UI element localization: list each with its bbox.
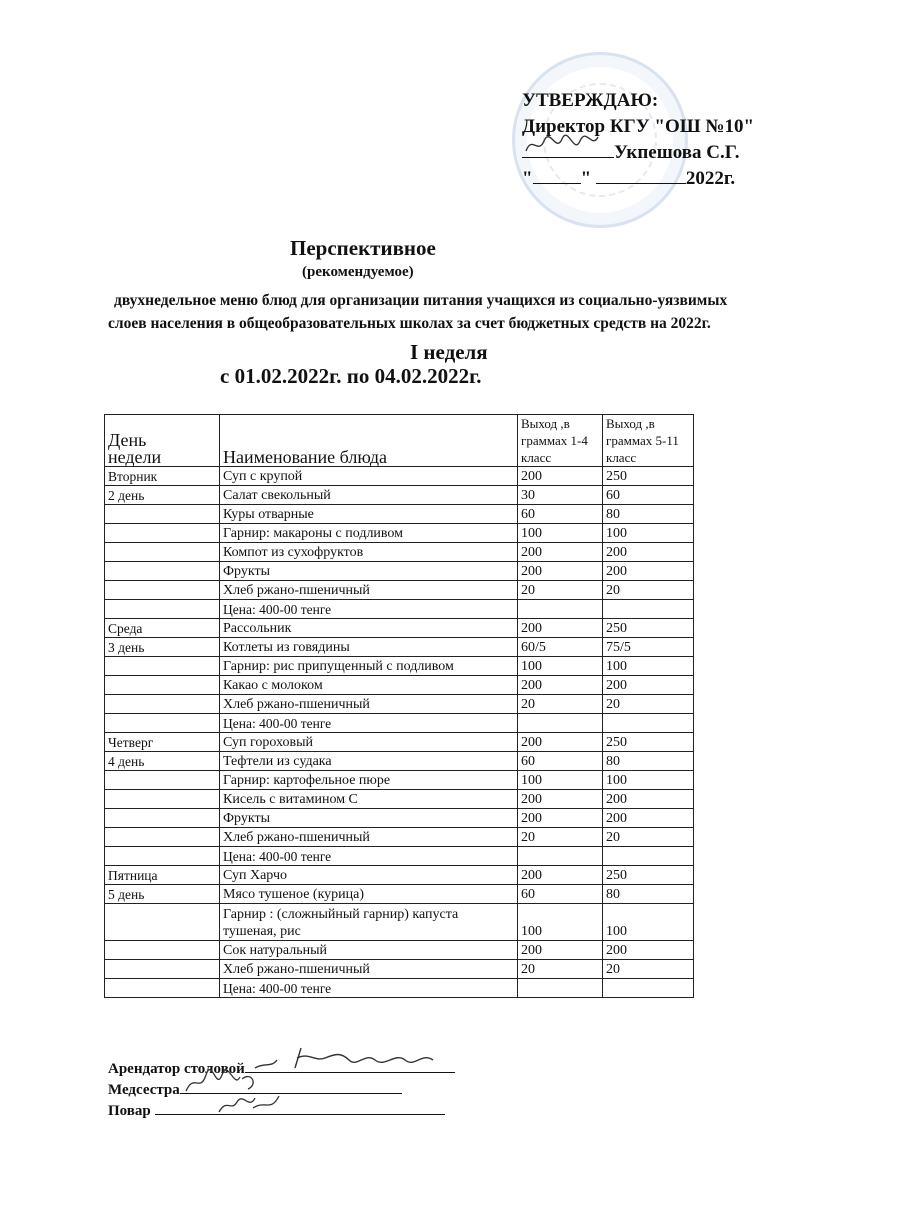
table-row — [105, 562, 694, 581]
table-row — [105, 638, 694, 657]
table-row — [105, 752, 694, 771]
dish-cell: Фрукты — [220, 562, 518, 581]
dish-cell: Куры отварные — [220, 505, 518, 524]
approval-date-line: " " 2022г. — [522, 168, 736, 189]
yield-5-11-cell: 20 — [603, 695, 694, 714]
yield-5-11-cell: 200 — [603, 790, 694, 809]
day-cell — [105, 847, 220, 866]
day-cell: 5 день — [105, 885, 220, 904]
table-row — [105, 676, 694, 695]
signoff-cook: Повар — [108, 1100, 455, 1121]
yield-1-4-cell — [518, 600, 603, 619]
yield-1-4-cell: 20 — [518, 581, 603, 600]
yield-1-4-cell: 200 — [518, 467, 603, 486]
yield-1-4-cell: 200 — [518, 562, 603, 581]
yield-5-11-cell: 200 — [603, 562, 694, 581]
day-cell — [105, 600, 220, 619]
price-cell: Цена: 400-00 тенге — [220, 600, 518, 619]
day-cell — [105, 960, 220, 979]
table-row — [105, 695, 694, 714]
yield-5-11-cell: 100 — [603, 904, 694, 941]
director-signature — [522, 141, 614, 158]
document-title: Перспективное — [290, 236, 436, 260]
day-cell — [105, 828, 220, 847]
yield-1-4-cell: 60 — [518, 885, 603, 904]
yield-1-4-cell — [518, 714, 603, 733]
yield-1-4-cell: 60/5 — [518, 638, 603, 657]
date-day-blank — [533, 167, 581, 184]
table-row — [105, 619, 694, 638]
yield-1-4-cell: 200 — [518, 676, 603, 695]
approval-signer-line — [522, 140, 754, 166]
yield-5-11-cell: 80 — [603, 752, 694, 771]
yield-1-4-cell: 30 — [518, 486, 603, 505]
header-yield-5-11: Выход ,в граммах 5-11 класс — [603, 415, 694, 467]
table-row — [105, 904, 694, 941]
yield-1-4-cell: 200 — [518, 866, 603, 885]
yield-5-11-cell: 75/5 — [603, 638, 694, 657]
table-row — [105, 771, 694, 790]
yield-5-11-cell: 80 — [603, 505, 694, 524]
dish-cell: Компот из сухофруктов — [220, 543, 518, 562]
dish-cell: Хлеб ржано-пшеничный — [220, 581, 518, 600]
yield-5-11-cell: 100 — [603, 657, 694, 676]
dish-cell: Салат свекольный — [220, 486, 518, 505]
table-row — [105, 733, 694, 752]
yield-1-4-cell: 60 — [518, 752, 603, 771]
yield-1-4-cell: 200 — [518, 790, 603, 809]
day-cell — [105, 979, 220, 998]
dish-cell: Гарнир : (сложныйный гарнир) капуста тушеная, рис — [220, 904, 518, 941]
yield-1-4-cell: 20 — [518, 960, 603, 979]
day-cell — [105, 676, 220, 695]
price-cell: Цена: 400-00 тенге — [220, 714, 518, 733]
day-cell: 4 день — [105, 752, 220, 771]
yield-5-11-cell: 60 — [603, 486, 694, 505]
yield-5-11-cell: 80 — [603, 885, 694, 904]
day-cell — [105, 695, 220, 714]
day-cell — [105, 657, 220, 676]
approval-heading: УТВЕРЖДАЮ: — [522, 90, 659, 111]
table-row — [105, 467, 694, 486]
week-label: I неделя — [410, 340, 488, 364]
price-cell: Цена: 400-00 тенге — [220, 847, 518, 866]
yield-1-4-cell — [518, 979, 603, 998]
header-day: День недели — [105, 415, 220, 467]
yield-5-11-cell: 250 — [603, 619, 694, 638]
yield-1-4-cell: 200 — [518, 941, 603, 960]
yield-5-11-cell — [603, 600, 694, 619]
table-row — [105, 885, 694, 904]
yield-5-11-cell: 100 — [603, 771, 694, 790]
dish-cell: Тефтели из судака — [220, 752, 518, 771]
day-cell: Пятница — [105, 866, 220, 885]
day-cell: 3 день — [105, 638, 220, 657]
table-row — [105, 809, 694, 828]
table-row — [105, 866, 694, 885]
dish-cell: Суп гороховый — [220, 733, 518, 752]
signature-scribble-icon — [522, 129, 614, 159]
header-yield-1-4: Выход ,в граммах 1-4 класс — [518, 415, 603, 467]
dish-cell: Сок натуральный — [220, 941, 518, 960]
table-row — [105, 543, 694, 562]
dish-cell: Гарнир: рис припущенный с подливом — [220, 657, 518, 676]
day-cell — [105, 809, 220, 828]
yield-1-4-cell: 100 — [518, 771, 603, 790]
day-cell — [105, 790, 220, 809]
yield-1-4-cell: 200 — [518, 543, 603, 562]
table-row — [105, 960, 694, 979]
dish-cell: Суп с крупой — [220, 467, 518, 486]
yield-5-11-cell — [603, 714, 694, 733]
dish-cell: Хлеб ржано-пшеничный — [220, 960, 518, 979]
yield-5-11-cell: 100 — [603, 524, 694, 543]
table-row — [105, 941, 694, 960]
yield-5-11-cell: 200 — [603, 676, 694, 695]
yield-1-4-cell: 200 — [518, 809, 603, 828]
dish-cell: Какао с молоком — [220, 676, 518, 695]
yield-5-11-cell: 200 — [603, 941, 694, 960]
dish-cell: Хлеб ржано-пшеничный — [220, 695, 518, 714]
dish-cell: Хлеб ржано-пшеничный — [220, 828, 518, 847]
yield-1-4-cell: 20 — [518, 695, 603, 714]
yield-1-4-cell — [518, 847, 603, 866]
day-cell — [105, 941, 220, 960]
document-subtitle: (рекомендуемое) — [302, 264, 414, 280]
menu-table-body — [105, 467, 694, 998]
yield-5-11-cell: 200 — [603, 809, 694, 828]
day-cell — [105, 771, 220, 790]
table-row — [105, 581, 694, 600]
table-row — [105, 524, 694, 543]
price-row — [105, 847, 694, 866]
date-month-blank — [596, 167, 686, 184]
yield-1-4-cell: 100 — [518, 904, 603, 941]
table-row — [105, 486, 694, 505]
day-cell: Четверг — [105, 733, 220, 752]
approval-position: Директор КГУ "ОШ №10" — [522, 116, 755, 137]
dish-cell: Кисель с витамином С — [220, 790, 518, 809]
yield-1-4-cell: 200 — [518, 619, 603, 638]
day-cell — [105, 904, 220, 941]
document-description-2: слоев населения в общеобразовательных школах за счет бюджетных средств на 2022г. — [108, 315, 711, 332]
price-cell: Цена: 400-00 тенге — [220, 979, 518, 998]
document-description-1: двухнедельное меню блюд для организации питания учащихся из социально-уязвимых — [114, 292, 728, 309]
signoff-block — [108, 1058, 455, 1121]
header-dish: Наименование блюда — [220, 415, 518, 467]
yield-5-11-cell: 200 — [603, 543, 694, 562]
table-row — [105, 505, 694, 524]
signoff-tenant: Арендатор столовой — [108, 1058, 455, 1079]
dish-cell: Гарнир: макароны с подливом — [220, 524, 518, 543]
yield-5-11-cell: 250 — [603, 467, 694, 486]
day-cell — [105, 524, 220, 543]
approval-block — [522, 88, 754, 192]
yield-1-4-cell: 100 — [518, 657, 603, 676]
day-cell: Среда — [105, 619, 220, 638]
day-cell — [105, 714, 220, 733]
yield-1-4-cell: 60 — [518, 505, 603, 524]
yield-5-11-cell: 20 — [603, 828, 694, 847]
yield-5-11-cell: 250 — [603, 733, 694, 752]
day-cell — [105, 543, 220, 562]
yield-5-11-cell: 20 — [603, 960, 694, 979]
yield-1-4-cell: 20 — [518, 828, 603, 847]
signoff-nurse: Медсестра — [108, 1079, 455, 1100]
dish-cell: Суп Харчо — [220, 866, 518, 885]
day-cell — [105, 581, 220, 600]
price-row — [105, 600, 694, 619]
table-row — [105, 790, 694, 809]
table-row — [105, 657, 694, 676]
price-row — [105, 714, 694, 733]
menu-table — [104, 414, 694, 998]
yield-5-11-cell — [603, 847, 694, 866]
dish-cell: Мясо тушеное (курица) — [220, 885, 518, 904]
cook-signature-line — [155, 1100, 445, 1115]
period-label: с 01.02.2022г. по 04.02.2022г. — [220, 364, 482, 388]
dish-cell: Котлеты из говядины — [220, 638, 518, 657]
day-cell: Вторник — [105, 467, 220, 486]
day-cell — [105, 505, 220, 524]
yield-5-11-cell: 250 — [603, 866, 694, 885]
price-row — [105, 979, 694, 998]
cook-signature-icon — [215, 1090, 295, 1116]
yield-5-11-cell — [603, 979, 694, 998]
table-header-row — [105, 415, 694, 467]
yield-1-4-cell: 100 — [518, 524, 603, 543]
approval-year: 2022г. — [685, 168, 736, 189]
day-cell: 2 день — [105, 486, 220, 505]
dish-cell: Рассольник — [220, 619, 518, 638]
day-cell — [105, 562, 220, 581]
approval-signer-name: Укпешова С.Г. — [614, 142, 740, 163]
dish-cell: Гарнир: картофельное пюре — [220, 771, 518, 790]
yield-5-11-cell: 20 — [603, 581, 694, 600]
dish-cell: Фрукты — [220, 809, 518, 828]
yield-1-4-cell: 200 — [518, 733, 603, 752]
table-row — [105, 828, 694, 847]
